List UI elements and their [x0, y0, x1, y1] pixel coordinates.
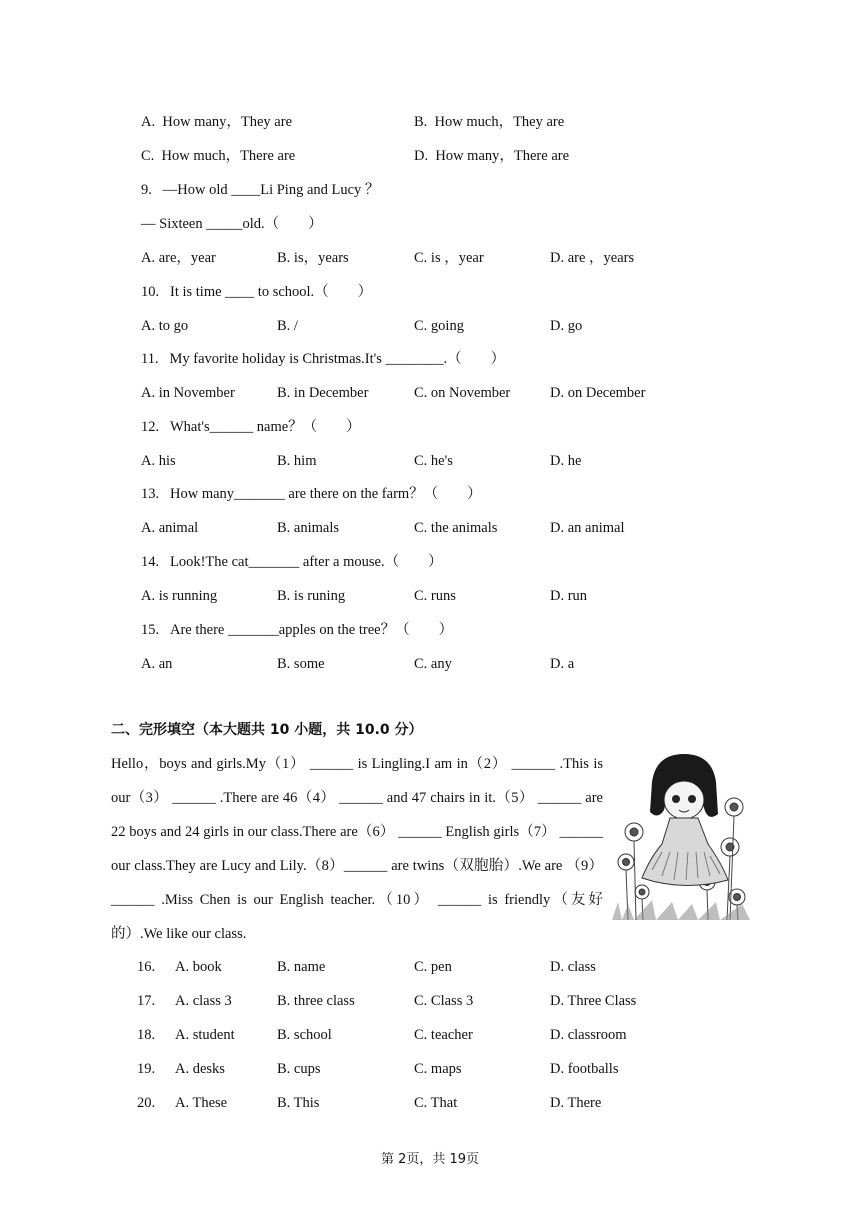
option: A. an: [141, 656, 173, 672]
question-stem-continued: — Sixteen _____old.（ ）: [141, 216, 323, 232]
option: D. a: [550, 656, 575, 672]
option: B. him: [277, 453, 317, 469]
q8-option-d: D. How many，There are: [414, 148, 570, 164]
option: A. animal: [141, 520, 199, 536]
question-stem: 14. Look!The cat_______ after a mouse.（ ）: [141, 554, 443, 570]
option: C. is ，year: [414, 250, 484, 266]
question-stem: 10. It is time ____ to school.（ ）: [141, 284, 373, 300]
question-stem: 12. What's______ name？（ ）: [141, 419, 361, 435]
option: B. animals: [277, 520, 340, 536]
option: A. is running: [141, 588, 218, 604]
option: D. are ，years: [550, 250, 635, 266]
cloze-number: 19.: [137, 1061, 156, 1077]
page-footer: 第 2页，共 19页: [380, 1152, 480, 1167]
q8-option-a: A. How many，They are: [141, 114, 293, 130]
section-heading: 二、完形填空（本大题共 10 小题，共 10.0 分）: [111, 722, 423, 738]
question-stem: 15. Are there _______apples on the tree？（ ）: [141, 622, 454, 638]
option: A. desks: [175, 1061, 225, 1077]
option: C. teacher: [414, 1027, 473, 1043]
option: B. /: [277, 318, 298, 334]
question-stem: 11. My favorite holiday is Christmas.It's ________.（ ）: [141, 351, 506, 367]
option: C. on November: [414, 385, 511, 401]
question-stem: 9. —How old ____Li Ping and Lucy ？: [141, 182, 380, 198]
option: C. the animals: [414, 520, 498, 536]
cloze-number: 16.: [137, 959, 156, 975]
q8-option-b: B. How much，They are: [414, 114, 565, 130]
option: A. in November: [141, 385, 235, 401]
cloze-number: 18.: [137, 1027, 156, 1043]
option: D. class: [550, 959, 596, 975]
option: C. going: [414, 318, 464, 334]
option: A. student: [175, 1027, 235, 1043]
option: D. Three Class: [550, 993, 637, 1009]
option: D. There: [550, 1095, 602, 1111]
option: B. in December: [277, 385, 369, 401]
girl-sunflower-illustration: [612, 752, 750, 922]
option: B. cups: [277, 1061, 321, 1077]
cloze-number: 17.: [137, 993, 156, 1009]
option: D. go: [550, 318, 583, 334]
option: C. he's: [414, 453, 453, 469]
option: B. three class: [277, 993, 355, 1009]
cloze-number: 20.: [137, 1095, 156, 1111]
option: A. These: [175, 1095, 228, 1111]
option: B. school: [277, 1027, 332, 1043]
option: A. his: [141, 453, 176, 469]
option: B. some: [277, 656, 325, 672]
option: D. classroom: [550, 1027, 627, 1043]
option: C. pen: [414, 959, 452, 975]
option: A. book: [175, 959, 222, 975]
cloze-passage: [111, 747, 603, 951]
option: A. are，year: [141, 250, 216, 266]
option: D. an animal: [550, 520, 625, 536]
option: D. run: [550, 588, 588, 604]
option: C. any: [414, 656, 452, 672]
option: B. name: [277, 959, 326, 975]
option: C. Class 3: [414, 993, 474, 1009]
option: B. This: [277, 1095, 320, 1111]
option: C. maps: [414, 1061, 462, 1077]
option: A. to go: [141, 318, 189, 334]
question-stem: 13. How many_______ are there on the farm？（ ）: [141, 486, 482, 502]
passage-text: Hello，boys and girls.My（1） ______ is Lingling.I am in（2） ______ .This is our（3） ______ .There are 46（4） ______ and 47 chairs in it.（5） ______ are 22 boys and 24 girls in our class.There are（6） ______ English girls（7） ______ our class.They are Lucy and Lily.（8）______ are twins（双胞胎）.We are （9） ______ .Miss Chen is our English teacher.（10） ______ is friendly（友好的）.We like our class.: [111, 756, 603, 942]
option: C. That: [414, 1095, 458, 1111]
option: B. is，years: [277, 250, 349, 266]
option: D. on December: [550, 385, 646, 401]
option: A. class 3: [175, 993, 232, 1009]
q8-option-c: C. How much，There are: [141, 148, 296, 164]
option: D. he: [550, 453, 582, 469]
option: C. runs: [414, 588, 456, 604]
option: B. is runing: [277, 588, 346, 604]
option: D. footballs: [550, 1061, 619, 1077]
